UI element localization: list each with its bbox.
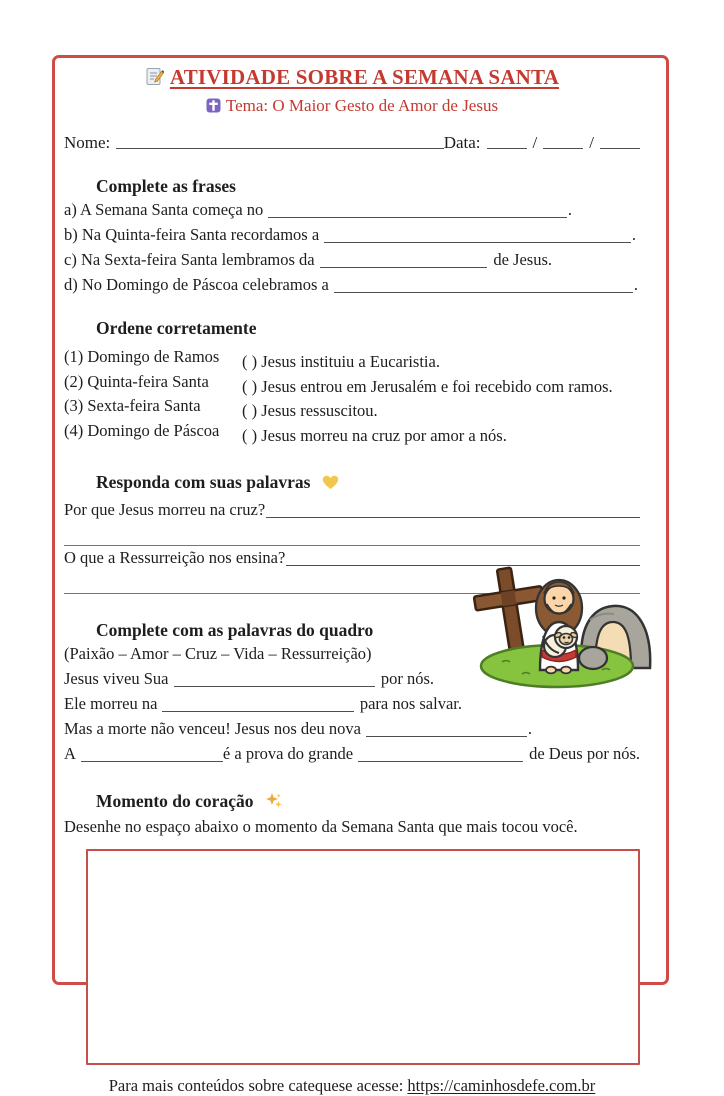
- quadro-line-4-text-b: é a prova do grande: [222, 744, 354, 763]
- quadro-line-4-blank-2: [358, 761, 523, 762]
- date-day-blank: [487, 148, 527, 149]
- footer-link[interactable]: https://caminhosdefe.com.br: [407, 1076, 596, 1095]
- section-heading-complete-frases: Complete as frases: [96, 176, 236, 196]
- matching-answer-column: [242, 345, 640, 448]
- footer: [64, 1076, 640, 1096]
- quadro-line-3-text: Mas a morte não venceu! Jesus nos deu nova: [64, 719, 361, 738]
- section-heading-momento: [96, 791, 640, 814]
- word-bank: (Paixão – Amor – Cruz – Vida – Ressurreição): [64, 644, 372, 663]
- quadro-line-1-text: Jesus viveu Sua: [64, 669, 169, 688]
- date-month-blank: [543, 148, 583, 149]
- matching-exercise: [64, 345, 640, 448]
- fill-in-sentence-d: [64, 272, 638, 297]
- sentence-c-text: c) Na Sexta-feira Santa lembramos da: [64, 250, 315, 269]
- quadro-line-2: [64, 691, 462, 716]
- quadro-line-1: [64, 666, 434, 691]
- quadro-line-4-text-a: A: [64, 744, 76, 763]
- page-subtitle: Tema: O Maior Gesto de Amor de Jesus: [225, 96, 499, 115]
- sentence-a-blank: [268, 217, 567, 218]
- word-bank-section: [64, 620, 640, 766]
- name-date-row: [64, 133, 640, 153]
- fill-in-sentence-c: [64, 247, 552, 272]
- section-heading-ordene: Ordene corretamente: [96, 318, 257, 338]
- section-heading-quadro: Complete com as palavras do quadro: [96, 620, 374, 640]
- numbered-item: (3) Sexta-feira Santa: [64, 396, 201, 415]
- sentence-a-period: .: [567, 200, 572, 219]
- page-title-row: [64, 65, 640, 92]
- answer-item: ( ) Jesus ressuscitou.: [242, 401, 378, 420]
- worksheet-page: [52, 55, 669, 1095]
- footer-text: Para mais conteúdos sobre catequese acesse:: [108, 1076, 404, 1095]
- numbered-item: (1) Domingo de Ramos: [64, 347, 220, 366]
- date-slash: /: [589, 133, 594, 152]
- quadro-line-3-period: .: [527, 719, 532, 738]
- sparkles-icon: [265, 792, 283, 814]
- answer-item: ( ) Jesus entrou em Jerusalém e foi recebido com ramos.: [242, 376, 613, 396]
- responda-heading-text: Responda com suas palavras: [96, 472, 311, 492]
- sentence-c-suffix: de Jesus.: [493, 250, 552, 269]
- sentence-a-text: a) A Semana Santa começa no: [64, 200, 264, 219]
- open-question-1: [64, 497, 640, 522]
- quadro-line-3-blank: [366, 736, 527, 737]
- quadro-line-4-text-c: de Deus por nós.: [529, 744, 640, 763]
- sentence-c-blank: [320, 267, 488, 268]
- quadro-line-1-suffix: por nós.: [380, 669, 434, 688]
- answer-item: ( ) Jesus instituiu a Eucaristia.: [242, 352, 440, 371]
- section-heading-responda: [96, 472, 640, 495]
- sentence-d-period: .: [633, 275, 638, 294]
- page-subtitle-row: [64, 96, 640, 118]
- jesus-lamb-cross-tomb-illustration: [462, 558, 658, 692]
- drawing-area-box: [86, 849, 640, 1065]
- question-2-text: O que a Ressurreição nos ensina?: [64, 548, 286, 567]
- quadro-line-2-text: Ele morreu na: [64, 694, 158, 713]
- sentence-b-blank: [324, 242, 631, 243]
- answer-line: [64, 522, 640, 546]
- momento-heading-text: Momento do coração: [96, 791, 254, 811]
- quadro-line-1-blank: [174, 686, 375, 687]
- question-1-text: Por que Jesus morreu na cruz?: [64, 500, 266, 519]
- date-slash: /: [532, 133, 538, 152]
- quadro-line-4: [64, 741, 640, 766]
- quadro-line-3: [64, 716, 532, 741]
- fill-in-sentence-a: [64, 197, 572, 222]
- page-title: ATIVIDADE SOBRE A SEMANA SANTA: [169, 65, 560, 89]
- answer-item: ( ) Jesus morreu na cruz por amor a nós.: [242, 425, 507, 445]
- sentence-b-text: b) Na Quinta-feira Santa recordamos a: [64, 225, 320, 244]
- name-blank: [116, 148, 443, 149]
- matching-numbered-column: [64, 345, 242, 448]
- quadro-line-2-suffix: para nos salvar.: [359, 694, 462, 713]
- date-year-blank: [600, 148, 640, 149]
- memo-icon: [145, 67, 165, 92]
- fill-in-sentence-b: [64, 222, 636, 247]
- quadro-line-4-blank-1: [81, 761, 223, 762]
- question-1-blank: [266, 517, 640, 518]
- sentence-d-blank: [334, 292, 633, 293]
- numbered-item: (4) Domingo de Páscoa: [64, 420, 220, 440]
- sentence-b-period: .: [631, 225, 636, 244]
- latin-cross-icon: [206, 98, 221, 118]
- date-label: Data:: [443, 133, 481, 152]
- numbered-item: (2) Quinta-feira Santa: [64, 371, 209, 391]
- sentence-d-text: d) No Domingo de Páscoa celebramos a: [64, 275, 329, 294]
- name-label: Nome:: [64, 133, 111, 152]
- quadro-line-2-blank: [162, 711, 353, 712]
- yellow-heart-icon: [322, 474, 339, 495]
- momento-instruction: Desenhe no espaço abaixo o momento da Semana Santa que mais tocou você.: [64, 817, 578, 836]
